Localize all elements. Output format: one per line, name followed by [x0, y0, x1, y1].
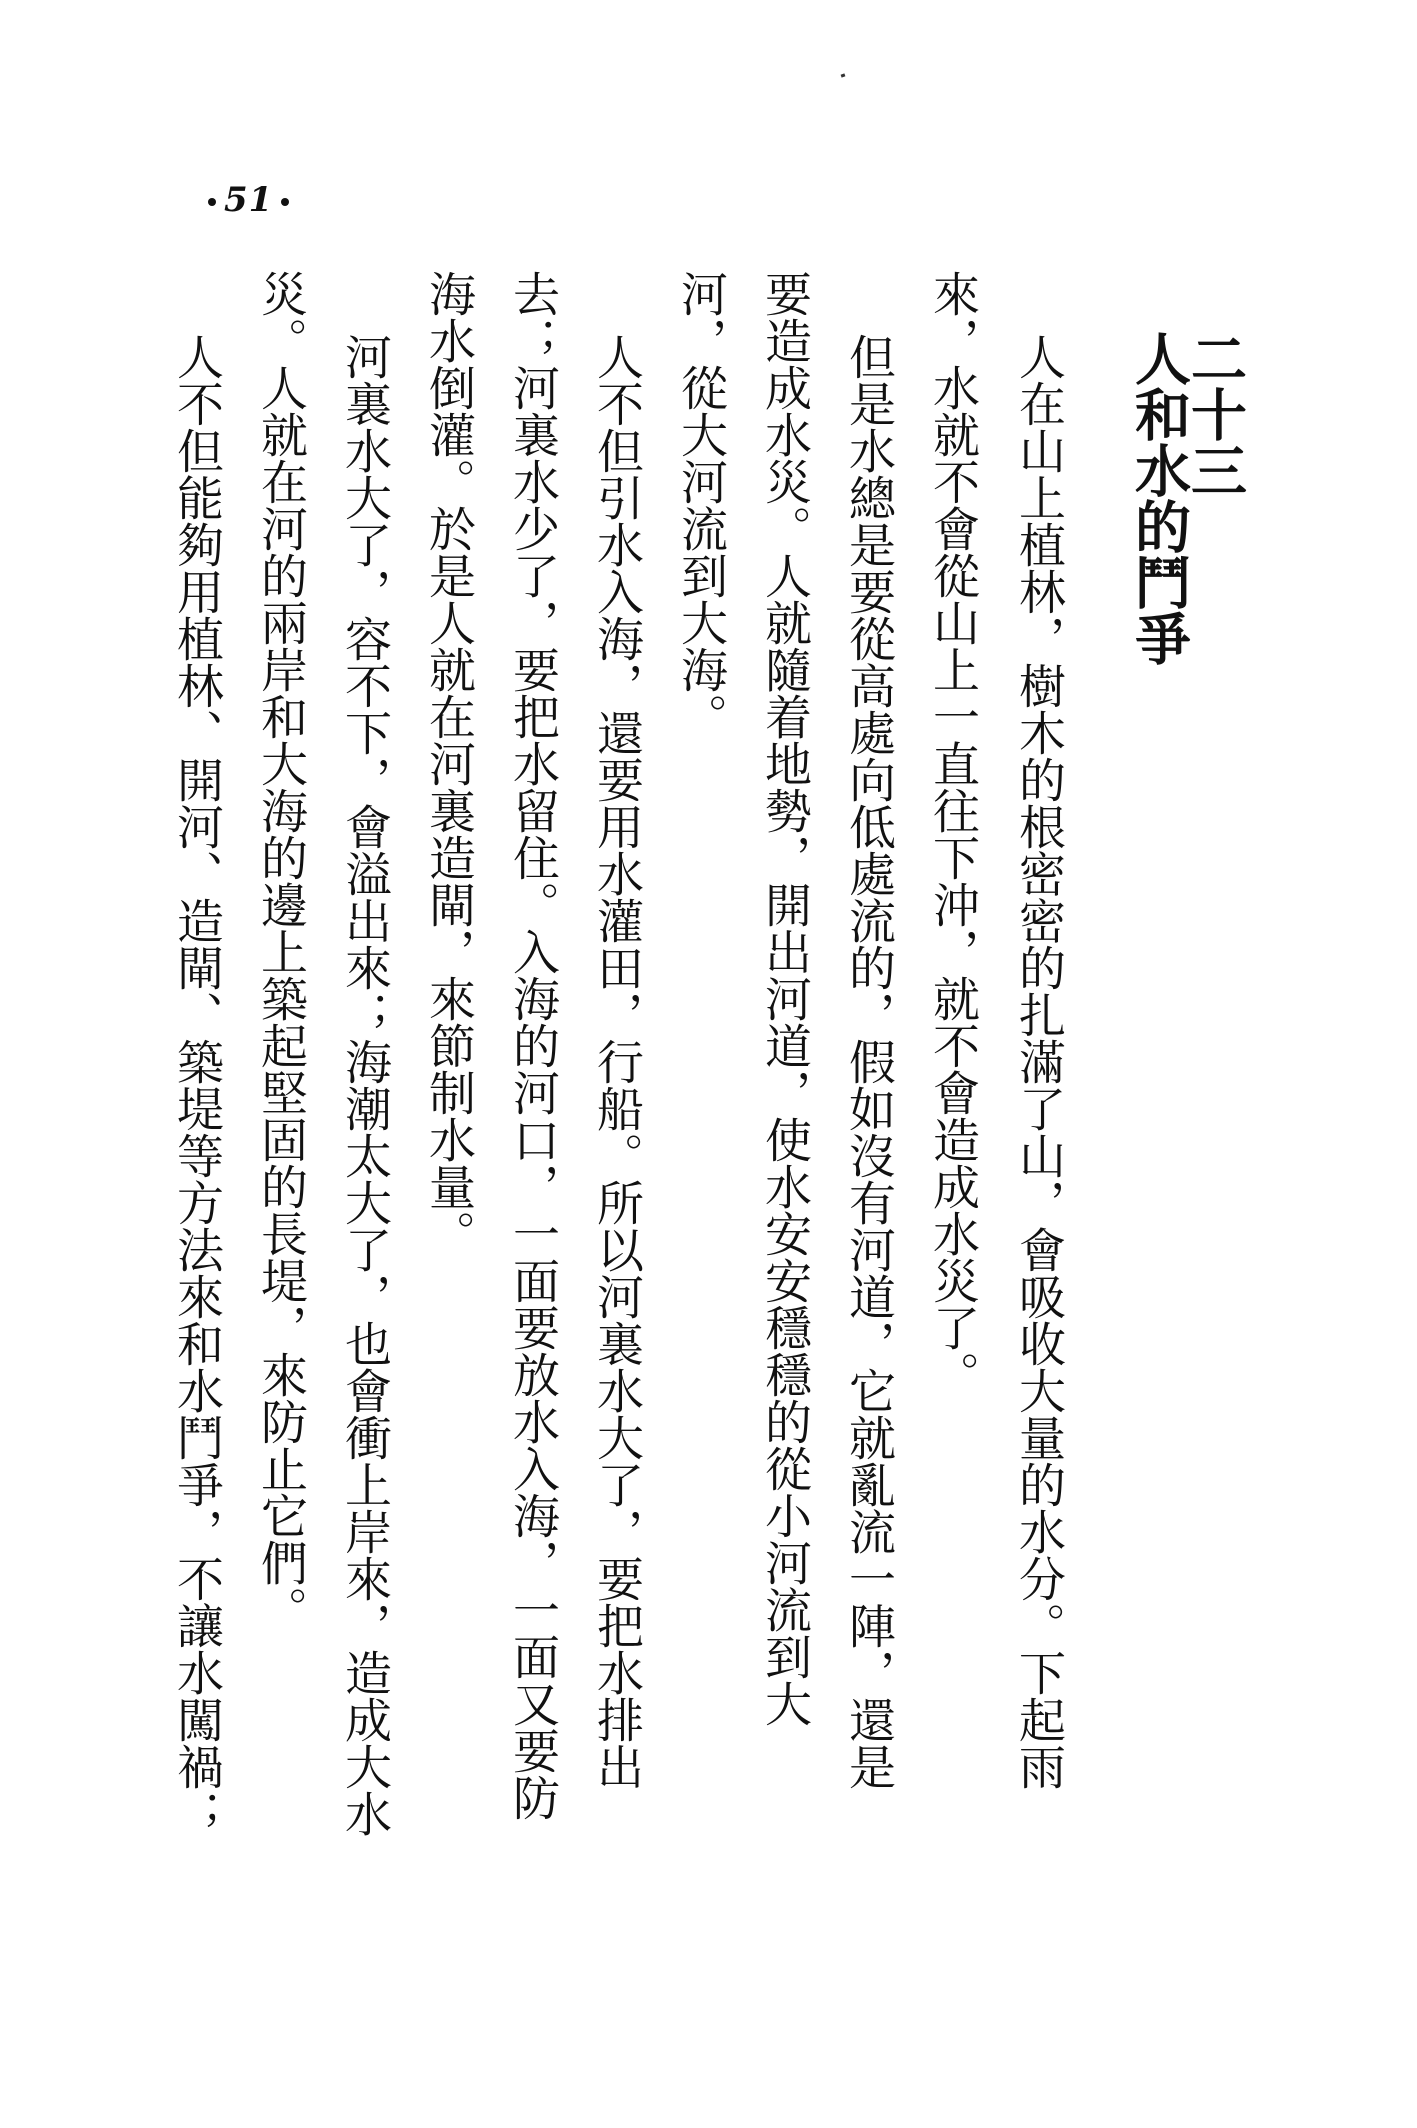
body-line-8: 海水倒灌。於是人就在河裏造閘，來節制水量。: [421, 270, 476, 1257]
body-line-9: 河裏水大了，容不下，會溢出來；海潮太大了，也會衝上岸來，造成大水: [337, 333, 392, 1837]
page-number: [200, 180, 297, 220]
page-number-text: 51: [224, 180, 274, 220]
ink-speck: [841, 73, 846, 77]
body-line-5: 河，從大河流到大海。: [673, 270, 728, 740]
chapter-number: 二十三: [1182, 330, 1247, 498]
body-line-2: 來，水就不會從山上一直往下沖，就不會造成水災了。: [925, 270, 980, 1398]
body-line-3: 但是水總是要從高處向低處流的，假如沒有河道，它就亂流一陣，還是: [841, 333, 896, 1790]
body-line-6: 人不但引水入海，還要用水灌田，行船。所以河裏水大了，要把水排出: [589, 333, 644, 1790]
chapter-heading: [1126, 330, 1247, 666]
body-line-10: 災。人就在河的兩岸和大海的邊上築起堅固的長堤，來防止它們。: [253, 270, 308, 1633]
page-number-right-dot: [281, 198, 289, 206]
body-line-1: 人在山上植林，樹木的根密密的扎滿了山，會吸收大量的水分。下起雨: [1011, 333, 1066, 1790]
body-line-7: 去；河裏水少了，要把水留住。入海的河口，一面要放水入海，一面又要防: [505, 270, 560, 1821]
body-line-4: 要造成水災。人就隨着地勢，開出河道，使水安安穩穩的從小河流到大: [757, 270, 812, 1727]
body-line-11: 人不但能夠用植林、開河、造閘、築堤等方法來和水鬥爭，不讓水闖禍；: [169, 333, 224, 1837]
page-number-left-dot: [208, 198, 216, 206]
chapter-title: 人和水的鬥爭: [1126, 330, 1191, 666]
